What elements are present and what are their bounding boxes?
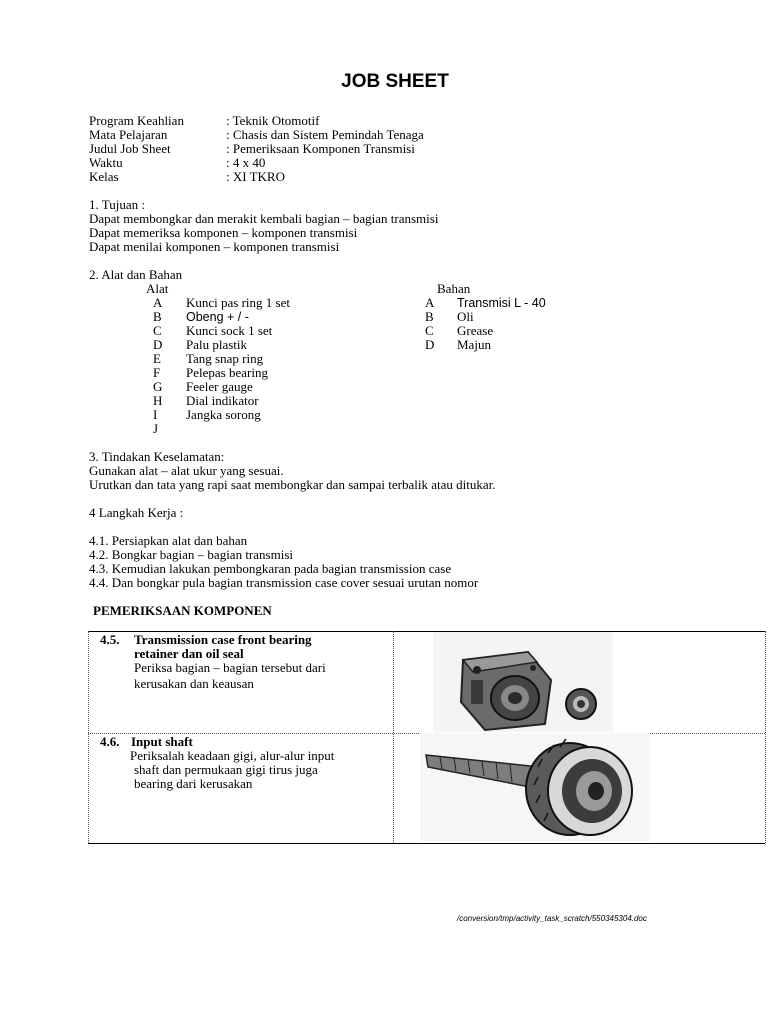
alat-letter: A <box>153 295 163 310</box>
pemeriksaan-heading: PEMERIKSAAN KOMPONEN <box>93 603 272 618</box>
footer-path: /conversion/tmp/activity_task_scratch/550345304.doc <box>457 914 647 923</box>
alat-letter: I <box>153 407 158 422</box>
alat-item: Palu plastik <box>186 337 248 352</box>
alat-item: Jangka sorong <box>186 407 261 422</box>
alat-letter: J <box>153 421 159 436</box>
row-number: 4.5. <box>100 632 120 647</box>
info-value-waktu: : 4 x 40 <box>226 155 266 170</box>
alat-item: Feeler gauge <box>186 379 253 394</box>
keselamatan-line: Gunakan alat – alat ukur yang sesuai. <box>89 463 284 478</box>
alat-item: Kunci pas ring 1 set <box>186 295 290 310</box>
alat-bahan-heading: 2. Alat dan Bahan <box>89 267 183 282</box>
bahan-letter: B <box>425 309 434 324</box>
transmission-case-icon <box>433 632 613 732</box>
tujuan-heading: 1. Tujuan : <box>89 197 145 212</box>
info-label-waktu: Waktu <box>89 155 123 170</box>
bahan-letter: A <box>425 295 435 310</box>
alat-label: Alat <box>146 281 169 296</box>
page-title: JOB SHEET <box>341 71 449 92</box>
row-title: Input shaft <box>131 734 193 749</box>
alat-letter: G <box>153 379 163 394</box>
alat-letter: D <box>153 337 163 352</box>
bahan-item: Majun <box>457 337 491 352</box>
alat-item: Dial indikator <box>186 393 259 408</box>
bahan-item: Grease <box>457 323 494 338</box>
table-column-divider <box>393 631 394 843</box>
info-value-program: : Teknik Otomotif <box>226 113 320 128</box>
info-label-program: Program Keahlian <box>89 113 184 128</box>
table-right-border <box>765 631 766 843</box>
bahan-label: Bahan <box>437 281 471 296</box>
input-shaft-icon <box>420 733 650 841</box>
langkah-step: 4.4. Dan bongkar pula bagian transmission case cover sesuai urutan nomor <box>89 575 479 590</box>
alat-letter: H <box>153 393 163 408</box>
alat-item: Kunci sock 1 set <box>186 323 273 338</box>
row-number: 4.6. <box>100 734 120 749</box>
langkah-step: 4.3. Kemudian lakukan pembongkaran pada bagian transmission case <box>89 561 452 576</box>
alat-letter: F <box>153 365 161 380</box>
row-desc: kerusakan dan keausan <box>134 676 254 691</box>
row-desc: bearing dari kerusakan <box>134 776 253 791</box>
alat-item: Pelepas bearing <box>186 365 268 380</box>
row-desc: Periksalah keadaan gigi, alur-alur input <box>130 748 335 763</box>
info-label-kelas: Kelas <box>89 169 119 184</box>
info-value-judul: : Pemeriksaan Komponen Transmisi <box>226 141 415 156</box>
langkah-step: 4.1. Persiapkan alat dan bahan <box>89 533 248 548</box>
table-bottom-border <box>88 843 765 844</box>
alat-letter: B <box>153 309 162 324</box>
bahan-letter: D <box>425 337 435 352</box>
table-left-border <box>88 631 89 843</box>
row-title: retainer dan oil seal <box>134 646 244 661</box>
tujuan-line: Dapat menilai komponen – komponen transmisi <box>89 239 340 254</box>
alat-item: Tang snap ring <box>186 351 264 366</box>
bahan-item: Oli <box>457 309 474 324</box>
langkah-step: 4.2. Bongkar bagian – bagian transmisi <box>89 547 293 562</box>
info-value-mapel: : Chasis dan Sistem Pemindah Tenaga <box>226 127 424 142</box>
alat-letter: C <box>153 323 162 338</box>
alat-letter: E <box>153 351 161 366</box>
info-label-mapel: Mata Pelajaran <box>89 127 168 142</box>
row-desc: shaft dan permukaan gigi tirus juga <box>134 762 318 777</box>
keselamatan-heading: 3. Tindakan Keselamatan: <box>89 449 225 464</box>
tujuan-line: Dapat memeriksa komponen – komponen transmisi <box>89 225 358 240</box>
info-value-kelas: : XI TKRO <box>226 169 285 184</box>
bahan-item: Transmisi L - 40 <box>457 296 546 310</box>
tujuan-line: Dapat membongkar dan merakit kembali bagian – bagian transmisi <box>89 211 439 226</box>
info-label-judul: Judul Job Sheet <box>89 141 171 156</box>
row-title: Transmission case front bearing <box>134 632 312 647</box>
langkah-heading: 4 Langkah Kerja : <box>89 505 184 520</box>
bahan-letter: C <box>425 323 434 338</box>
keselamatan-line: Urutkan dan tata yang rapi saat membongkar dan sampai terbalik atau ditukar. <box>89 477 496 492</box>
alat-item: Obeng + / - <box>186 310 249 324</box>
row-desc: Periksa bagian – bagian tersebut dari <box>134 660 326 675</box>
